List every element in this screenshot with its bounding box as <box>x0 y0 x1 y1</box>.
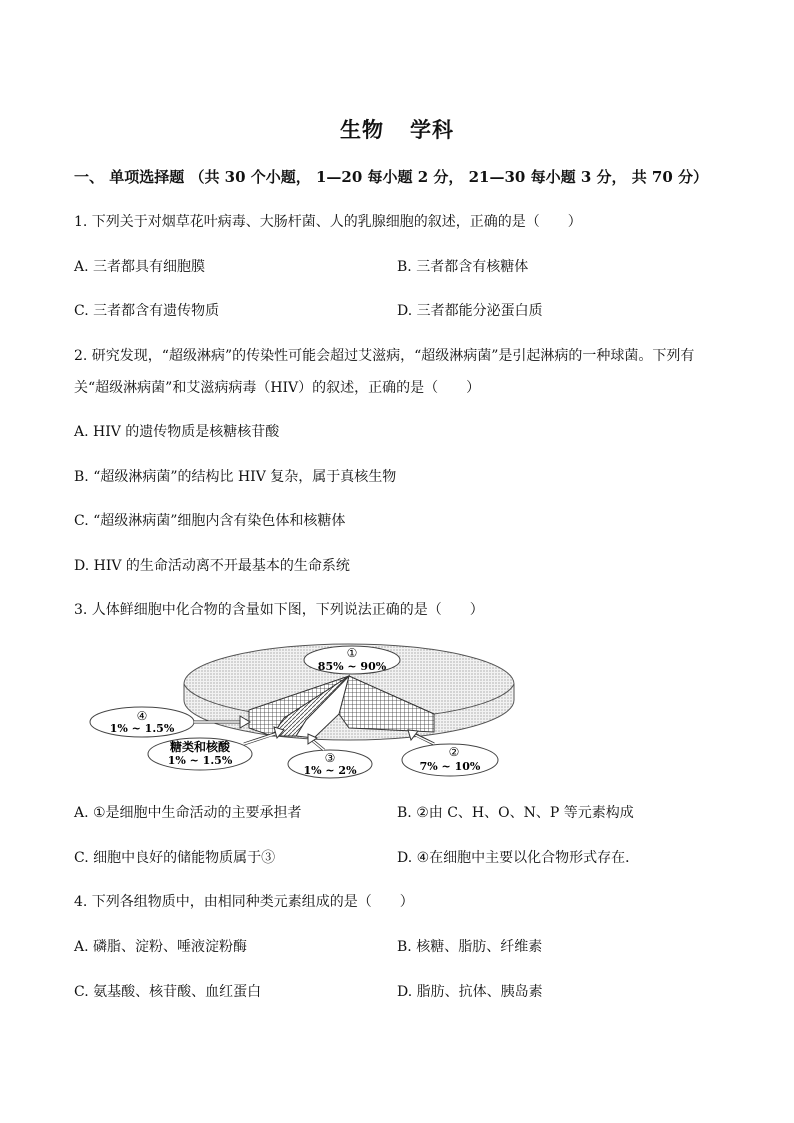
question-2-stem-line2: 关“超级淋病菌”和艾滋病病毒（HIV）的叙述，正确的是（ ） <box>74 380 481 396</box>
label-lipid-symbol: ③ <box>324 751 336 765</box>
question-1-option-d: D. 三者都能分泌蛋白质 <box>397 303 543 319</box>
question-1-option-c: C. 三者都含有遗传物质 <box>74 303 220 319</box>
question-3-option-c: C. 细胞中良好的储能物质属于③ <box>74 850 276 866</box>
label-sugar-nucleic-value: 1% ~ 1.5% <box>167 754 233 767</box>
label-water-value: 85% ~ 90% <box>317 660 387 673</box>
question-4-option-b: B. 核糖、脂肪、纤维素 <box>397 939 543 955</box>
question-1-stem: 1. 下列关于对烟草花叶病毒、大肠杆菌、人的乳腺细胞的叙述，正确的是（ ） <box>74 214 582 230</box>
question-2-option-b: B. “超级淋病菌”的结构比 HIV 复杂，属于真核生物 <box>74 469 397 485</box>
question-1-option-a: A. 三者都具有细胞膜 <box>74 259 206 275</box>
question-2-option-c: C. “超级淋病菌”细胞内含有染色体和核糖体 <box>74 513 346 529</box>
label-inorganic-value: 1% ~ 1.5% <box>109 722 175 735</box>
label-inorganic-symbol: ④ <box>136 709 148 723</box>
question-1-option-b: B. 三者都含有核糖体 <box>397 259 529 275</box>
label-protein-symbol: ② <box>448 745 460 759</box>
question-4-option-d: D. 脂肪、抗体、胰岛素 <box>397 984 543 1000</box>
question-4-stem: 4. 下列各组物质中，由相同种类元素组成的是（ ） <box>74 894 414 910</box>
question-3-option-b: B. ②由 C、H、O、N、P 等元素构成 <box>397 805 634 821</box>
question-3-stem: 3. 人体鲜细胞中化合物的含量如下图，下列说法正确的是（ ） <box>74 602 484 618</box>
question-2-stem-line1: 2. 研究发现，“超级淋病”的传染性可能会超过艾滋病，“超级淋病菌”是引起淋病的一种球菌。下列有 <box>74 348 695 364</box>
question-4-option-c: C. 氨基酸、核苷酸、血红蛋白 <box>74 984 262 1000</box>
label-protein-value: 7% ~ 10% <box>419 760 481 773</box>
label-lipid-value: 1% ~ 2% <box>303 764 357 777</box>
section-heading: 一、 单项选择题 （共 30 个小题， 1—20 每小题 2 分， 21—30 每小题 3 分， 共 70 分） <box>74 168 709 186</box>
pie-chart-svg <box>84 640 534 780</box>
title-subject: 生物 <box>340 117 384 142</box>
compound-pie-figure <box>84 640 534 780</box>
question-3-option-a: A. ①是细胞中生命活动的主要承担者 <box>74 805 302 821</box>
label-sugar-nucleic-name: 糖类和核酸 <box>169 740 231 754</box>
label-water-symbol: ① <box>346 646 358 660</box>
title-label: 学科 <box>410 117 454 142</box>
question-4-option-a: A. 磷脂、淀粉、唾液淀粉酶 <box>74 939 248 955</box>
question-2-option-d: D. HIV 的生命活动离不开最基本的生命系统 <box>74 558 350 574</box>
page-title <box>0 114 794 144</box>
question-3-option-d: D. ④在细胞中主要以化合物形式存在． <box>397 850 640 866</box>
question-2-option-a: A. HIV 的遗传物质是核糖核苷酸 <box>74 424 280 440</box>
